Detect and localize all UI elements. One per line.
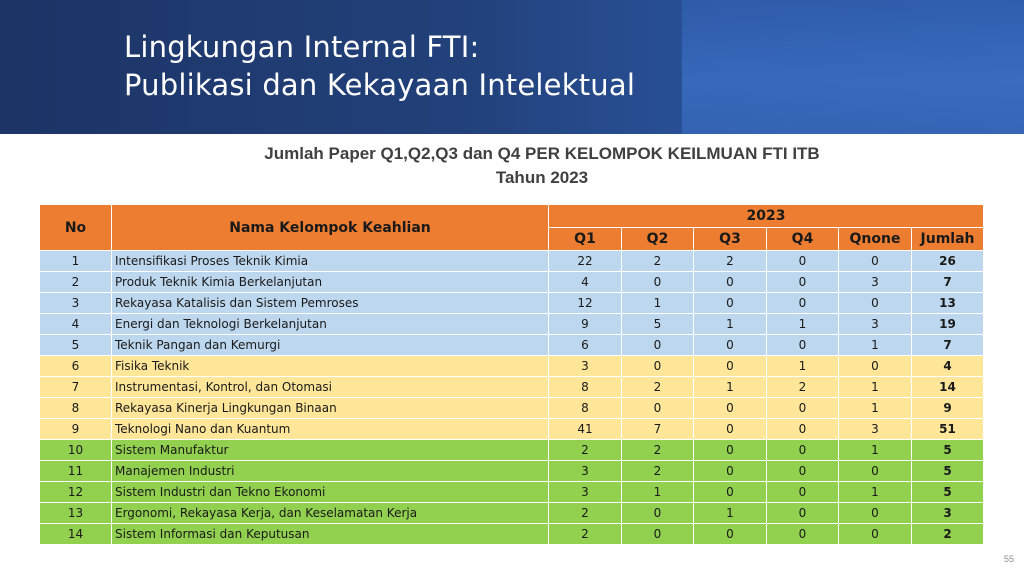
paper-count-table — [39, 204, 984, 545]
header-row-1 — [40, 205, 984, 228]
cell-jumlah: 5 — [912, 482, 984, 503]
cell-q3: 1 — [694, 503, 767, 524]
cell-name: Teknik Pangan dan Kemurgi — [112, 335, 549, 356]
cell-no: 10 — [40, 440, 112, 461]
cell-q3: 0 — [694, 482, 767, 503]
cell-q1: 8 — [549, 377, 622, 398]
header-q1: Q1 — [549, 228, 622, 251]
cell-q4: 0 — [767, 524, 839, 545]
table-row — [40, 335, 984, 356]
cell-no: 3 — [40, 293, 112, 314]
cell-q1: 8 — [549, 398, 622, 419]
cell-q3: 0 — [694, 440, 767, 461]
table-row — [40, 482, 984, 503]
cell-q2: 0 — [622, 503, 694, 524]
table-body — [40, 251, 984, 545]
slide-title — [124, 28, 635, 104]
cell-q2: 5 — [622, 314, 694, 335]
cell-name: Sistem Informasi dan Keputusan — [112, 524, 549, 545]
cell-name: Sistem Manufaktur — [112, 440, 549, 461]
cell-jumlah: 7 — [912, 272, 984, 293]
cell-q1: 3 — [549, 482, 622, 503]
cell-q4: 0 — [767, 293, 839, 314]
cell-jumlah: 19 — [912, 314, 984, 335]
cell-q1: 3 — [549, 356, 622, 377]
cell-q4: 1 — [767, 356, 839, 377]
header-q2: Q2 — [622, 228, 694, 251]
cell-jumlah: 51 — [912, 419, 984, 440]
cell-qnone: 1 — [839, 335, 912, 356]
header-year: 2023 — [549, 205, 984, 228]
cell-q3: 0 — [694, 335, 767, 356]
cell-no: 5 — [40, 335, 112, 356]
cell-q1: 9 — [549, 314, 622, 335]
cell-q3: 0 — [694, 272, 767, 293]
table-row — [40, 314, 984, 335]
cell-name: Rekayasa Kinerja Lingkungan Binaan — [112, 398, 549, 419]
cell-no: 7 — [40, 377, 112, 398]
cell-qnone: 1 — [839, 440, 912, 461]
cell-qnone: 0 — [839, 293, 912, 314]
cell-jumlah: 13 — [912, 293, 984, 314]
table-row — [40, 440, 984, 461]
header-no: No — [40, 205, 112, 251]
header-q4: Q4 — [767, 228, 839, 251]
table-row — [40, 398, 984, 419]
table-row — [40, 461, 984, 482]
cell-jumlah: 3 — [912, 503, 984, 524]
cell-no: 12 — [40, 482, 112, 503]
cell-name: Manajemen Industri — [112, 461, 549, 482]
cell-q2: 2 — [622, 251, 694, 272]
cell-q3: 0 — [694, 524, 767, 545]
cell-q2: 1 — [622, 482, 694, 503]
table-row — [40, 524, 984, 545]
cell-q4: 0 — [767, 440, 839, 461]
cell-q3: 0 — [694, 398, 767, 419]
cell-qnone: 0 — [839, 461, 912, 482]
cell-jumlah: 5 — [912, 440, 984, 461]
cell-q2: 7 — [622, 419, 694, 440]
cell-q1: 4 — [549, 272, 622, 293]
cell-q4: 0 — [767, 503, 839, 524]
cell-qnone: 3 — [839, 419, 912, 440]
cell-no: 14 — [40, 524, 112, 545]
table-row — [40, 377, 984, 398]
table-row — [40, 419, 984, 440]
cell-q2: 0 — [622, 272, 694, 293]
cell-q4: 0 — [767, 419, 839, 440]
cell-name: Instrumentasi, Kontrol, dan Otomasi — [112, 377, 549, 398]
cell-name: Sistem Industri dan Tekno Ekonomi — [112, 482, 549, 503]
header-q3: Q3 — [694, 228, 767, 251]
cell-q1: 2 — [549, 503, 622, 524]
cell-qnone: 0 — [839, 503, 912, 524]
cell-name: Energi dan Teknologi Berkelanjutan — [112, 314, 549, 335]
slide-title-line2: Publikasi dan Kekayaan Intelektual — [124, 68, 636, 102]
cell-q4: 0 — [767, 461, 839, 482]
cell-q2: 0 — [622, 335, 694, 356]
cell-qnone: 1 — [839, 377, 912, 398]
cell-q3: 2 — [694, 251, 767, 272]
cell-jumlah: 5 — [912, 461, 984, 482]
cell-q4: 0 — [767, 398, 839, 419]
cell-q2: 2 — [622, 440, 694, 461]
cell-no: 1 — [40, 251, 112, 272]
cell-q1: 2 — [549, 524, 622, 545]
banner-accent — [682, 0, 1024, 134]
cell-name: Intensifikasi Proses Teknik Kimia — [112, 251, 549, 272]
table-caption-line2: Tahun 2023 — [495, 168, 589, 187]
cell-no: 13 — [40, 503, 112, 524]
cell-jumlah: 9 — [912, 398, 984, 419]
cell-name: Ergonomi, Rekayasa Kerja, dan Keselamatan Kerja — [112, 503, 549, 524]
cell-q2: 1 — [622, 293, 694, 314]
cell-no: 8 — [40, 398, 112, 419]
cell-jumlah: 4 — [912, 356, 984, 377]
table-row — [40, 503, 984, 524]
cell-q1: 12 — [549, 293, 622, 314]
cell-q3: 0 — [694, 356, 767, 377]
cell-q3: 0 — [694, 419, 767, 440]
title-banner — [0, 0, 1024, 134]
cell-q2: 2 — [622, 461, 694, 482]
cell-q2: 0 — [622, 398, 694, 419]
cell-no: 9 — [40, 419, 112, 440]
cell-name: Produk Teknik Kimia Berkelanjutan — [112, 272, 549, 293]
cell-q4: 1 — [767, 314, 839, 335]
cell-qnone: 0 — [839, 251, 912, 272]
cell-no: 2 — [40, 272, 112, 293]
cell-q1: 41 — [549, 419, 622, 440]
header-qnone: Qnone — [839, 228, 912, 251]
table-row — [40, 251, 984, 272]
cell-q2: 2 — [622, 377, 694, 398]
slide-title-line1: Lingkungan Internal FTI: — [124, 30, 480, 64]
table-caption — [0, 142, 1024, 190]
cell-q4: 2 — [767, 377, 839, 398]
cell-q1: 22 — [549, 251, 622, 272]
cell-q4: 0 — [767, 272, 839, 293]
cell-no: 11 — [40, 461, 112, 482]
cell-q1: 3 — [549, 461, 622, 482]
cell-qnone: 0 — [839, 524, 912, 545]
cell-name: Fisika Teknik — [112, 356, 549, 377]
table-caption-line1: Jumlah Paper Q1,Q2,Q3 dan Q4 PER KELOMPOK KEILMUAN FTI ITB — [264, 144, 820, 163]
cell-q4: 0 — [767, 335, 839, 356]
cell-q1: 2 — [549, 440, 622, 461]
table-row — [40, 272, 984, 293]
page-number: 55 — [1003, 554, 1014, 564]
cell-jumlah: 2 — [912, 524, 984, 545]
cell-qnone: 1 — [839, 482, 912, 503]
cell-name: Teknologi Nano dan Kuantum — [112, 419, 549, 440]
cell-qnone: 3 — [839, 272, 912, 293]
cell-jumlah: 7 — [912, 335, 984, 356]
cell-qnone: 1 — [839, 398, 912, 419]
cell-jumlah: 14 — [912, 377, 984, 398]
cell-qnone: 0 — [839, 356, 912, 377]
table-row — [40, 293, 984, 314]
table-row — [40, 356, 984, 377]
cell-q3: 0 — [694, 461, 767, 482]
cell-qnone: 3 — [839, 314, 912, 335]
cell-q4: 0 — [767, 251, 839, 272]
cell-q4: 0 — [767, 482, 839, 503]
cell-q3: 0 — [694, 293, 767, 314]
cell-no: 4 — [40, 314, 112, 335]
header-name: Nama Kelompok Keahlian — [112, 205, 549, 251]
cell-q3: 1 — [694, 314, 767, 335]
cell-name: Rekayasa Katalisis dan Sistem Pemroses — [112, 293, 549, 314]
cell-no: 6 — [40, 356, 112, 377]
cell-q3: 1 — [694, 377, 767, 398]
cell-q1: 6 — [549, 335, 622, 356]
cell-q2: 0 — [622, 356, 694, 377]
cell-q2: 0 — [622, 524, 694, 545]
cell-jumlah: 26 — [912, 251, 984, 272]
header-jumlah: Jumlah — [912, 228, 984, 251]
